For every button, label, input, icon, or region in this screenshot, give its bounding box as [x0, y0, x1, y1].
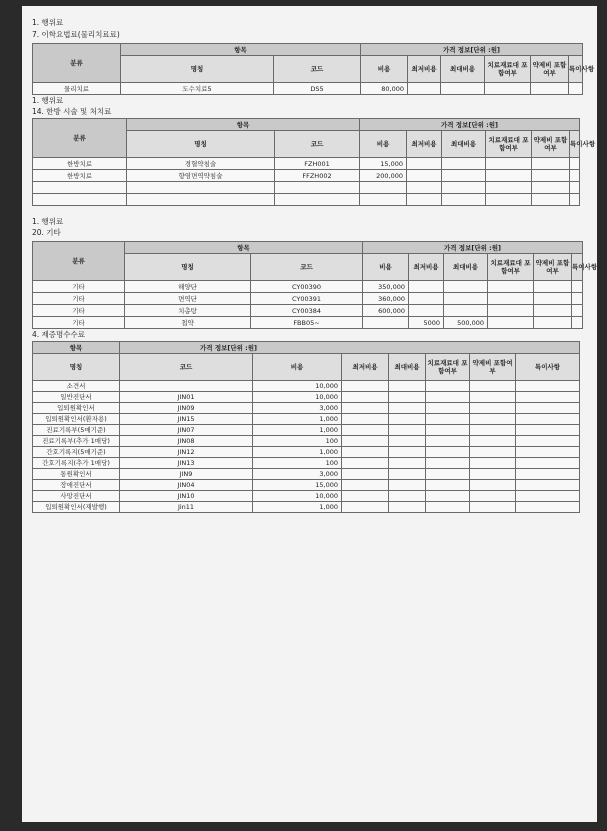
- table-row: 한방치료 경혈약침술 FZH001 15,000: [33, 158, 580, 170]
- oriental-table: 분류 항목 가격 정보[단위 :원] 명칭 코드 비용 최저비용 최대비용 치료재료대 포함여부 약제비 포함여부 특이사항 한방치료 경혈약침술 FZH001 15,000 한방치료 향염면역약침술 FFZH002 200,000: [32, 118, 580, 206]
- table-row: 사망진단서 JIN10 10,000: [33, 491, 580, 502]
- document-page: [22, 6, 597, 822]
- table-row: 입퇴원확인서 JIN09 3,000: [33, 403, 580, 414]
- header-material: 치료재료대 포함여부: [485, 56, 531, 83]
- table-row: 기타 면역단 CY00391 360,000: [33, 293, 583, 305]
- table-row: 기타 해양단 CY00390 350,000: [33, 281, 583, 293]
- header-notes: 특이사항: [569, 56, 583, 83]
- table-row: 간호기록지(5매기준) JIN12 1,000: [33, 447, 580, 458]
- section3-title2: 20. 기타: [32, 228, 61, 237]
- table-row: 기타 첩약 FBB05~ 5000 500,000: [33, 317, 583, 329]
- header-category: 분류: [33, 44, 121, 83]
- table-row: 장애진단서 JIN04 15,000: [33, 480, 580, 491]
- header-min-cost: 최저비용: [408, 56, 441, 83]
- section3-title1: 1. 행위료: [32, 217, 64, 226]
- table-row: 진료기록부(5매기준) JIN07 1,000: [33, 425, 580, 436]
- table-row: 물리치료 도수치료5 DS5 80,000: [33, 83, 583, 95]
- section2-title2: 14. 한방 시술 및 처치료: [32, 107, 112, 116]
- table-row: 입퇴원확인서(재발행) Jin11 1,000: [33, 502, 580, 513]
- header-price-info: 가격 정보[단위 :원]: [120, 342, 580, 354]
- header-cost: 비용: [361, 56, 408, 83]
- table-row: 통원확인서 JIN9 3,000: [33, 469, 580, 480]
- table-row: 소견서 10,000: [33, 381, 580, 392]
- header-price-info: 가격 정보[단위 :원]: [361, 44, 583, 56]
- header-drug: 약제비 포함여부: [531, 56, 569, 83]
- misc-table: 분류 항목 가격 정보[단위 :원] 명칭 코드 비용 최저비용 최대비용 치료재료대 포함여부 약제비 포함여부 특이사항 기타 해양단 CY00390 350,000 기타 면역단 CY00391 360,000 기타 치총탕 CY00384 600,000 기타 첩약 FBB05~ 5000 500,000: [32, 241, 583, 329]
- table-row: 진료기록부(추가 1매당) JIN08 100: [33, 436, 580, 447]
- section1-title2: 7. 이학요법료(물리치료료): [32, 30, 120, 39]
- section1-title1: 1. 행위료: [32, 18, 64, 27]
- certificate-fee-table: 항목 가격 정보[단위 :원] 명칭 코드 비용 최저비용 최대비용 치료재료대 포함여부 약제비 포함여부 특이사항 소견서 10,000 일반진단서 JIN01 10,000 입퇴원확인서 JIN09 3,000 입퇴원확인서(환자용) JIN15 1,000 진료기록부(5매기준) JIN07 1,000 진료기록부(추가 1매당) JIN08 100 간호기록지(5매기준) JIN12 1,000 간호기록지(추가 1매당) JIN13 100 통원확인서 JIN9 3,000 장애진단서 JIN04 15,000 사망진단서 JIN10 10,000 입퇴원확인서(재발행) Jin11 1,000: [32, 341, 580, 513]
- table-row: 간호기록지(추가 1매당) JIN13 100: [33, 458, 580, 469]
- header-code: 코드: [274, 56, 361, 83]
- header-item: 항목: [33, 342, 120, 354]
- section4-title: 4. 제증명수수료: [32, 330, 86, 339]
- header-name: 명칭: [121, 56, 274, 83]
- table-row: 입퇴원확인서(환자용) JIN15 1,000: [33, 414, 580, 425]
- header-max-cost: 최대비용: [441, 56, 485, 83]
- table-row: 기타 치총탕 CY00384 600,000: [33, 305, 583, 317]
- physio-table: [32, 43, 595, 95]
- header-item: 항목: [121, 44, 361, 56]
- table-row: 한방치료 향염면역약침술 FFZH002 200,000: [33, 170, 580, 182]
- table-row: 일반진단서 JIN01 10,000: [33, 392, 580, 403]
- section2-title1: 1. 행위료: [32, 96, 64, 105]
